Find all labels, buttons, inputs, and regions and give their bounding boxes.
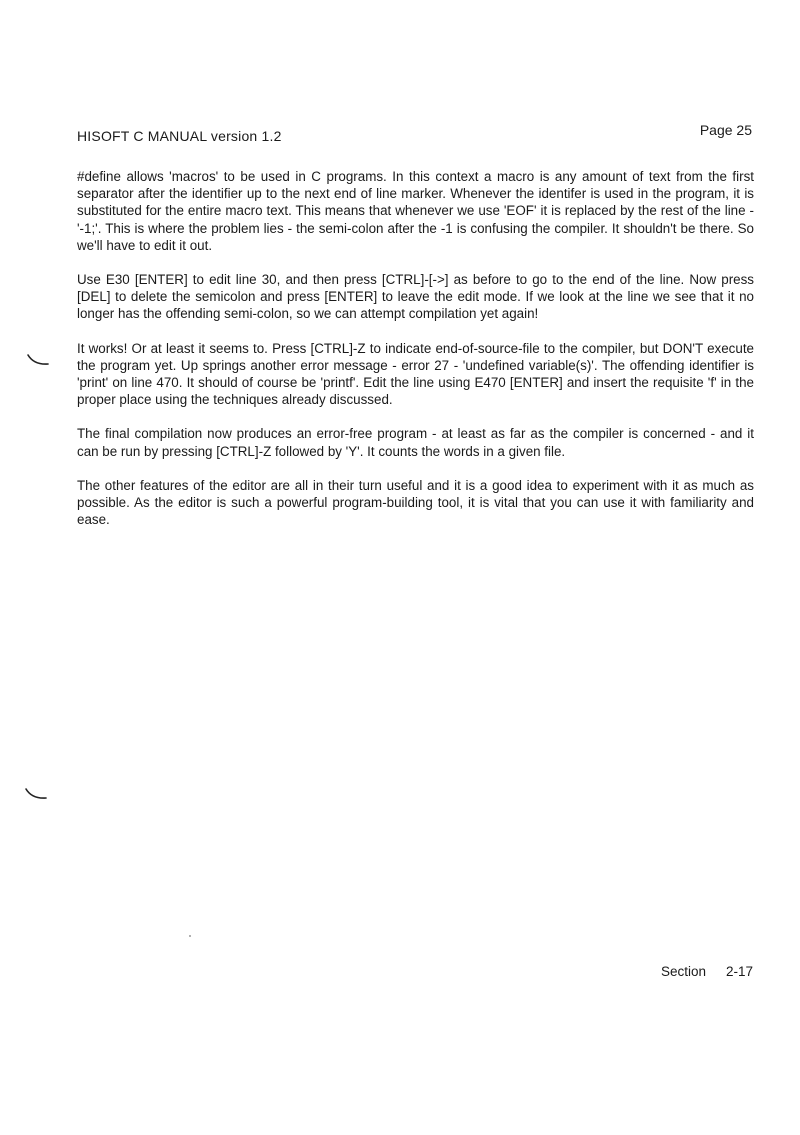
paragraph-define-macros: #define allows 'macros' to be used in C programs. In this context a macro is any amount of text from the first separator after the identifier up to the next end of line marker. Whenever the identifer is used in the program, it is substituted for the entire macro text. This means that whenever we use 'EOF' it is replaced by the rest of the line - '-1;'. This is where the problem lies - the semi-colon after the -1 is confusing the compiler. It shouldn't be there. So we'll have to edit it out. xyxy=(77,169,754,253)
margin-binding-mark-lower xyxy=(24,784,50,804)
scan-speck xyxy=(189,935,191,937)
margin-binding-mark-upper xyxy=(26,350,52,370)
paragraph-final-compilation: The final compilation now produces an error-free program - at least as far as the compiler is concerned - and it can be run by pressing [CTRL]-Z followed by 'Y'. It counts the words in a given file. xyxy=(77,426,754,459)
page-number: Page 25 xyxy=(699,122,752,138)
running-header-title: HISOFT C MANUAL version 1.2 xyxy=(77,128,282,144)
section-number: 2-17 xyxy=(726,964,754,979)
section-label: Section xyxy=(661,964,707,979)
paragraph-edit-line-30: Use E30 [ENTER] to edit line 30, and then press [CTRL]-[->] as before to go to the end of the line. Now press [DEL] to delete the semicolon and press [ENTER] to leave the edit mode. If we look at the line we see that it no longer has the offending semi-colon, so we can attempt compilation yet again! xyxy=(77,272,754,322)
body-text xyxy=(77,168,754,545)
paragraph-it-works: It works! Or at least it seems to. Press [CTRL]-Z to indicate end-of-source-file to the compiler, but DON'T execute the program yet. Up springs another error message - error 27 - 'undefined variable(s)'. The offending identifier is 'print' on line 470. It should of course be 'printf'. Edit the line using E470 [ENTER] and insert the requisite 'f' in the proper place using the techniques already discussed. xyxy=(77,340,754,408)
section-footer xyxy=(661,964,753,979)
paragraph-other-features: The other features of the editor are all in their turn useful and it is a good idea to experiment with it as much as possible. As the editor is such a powerful program-building tool, it is vital that you can use it with familiarity and ease. xyxy=(77,477,754,528)
